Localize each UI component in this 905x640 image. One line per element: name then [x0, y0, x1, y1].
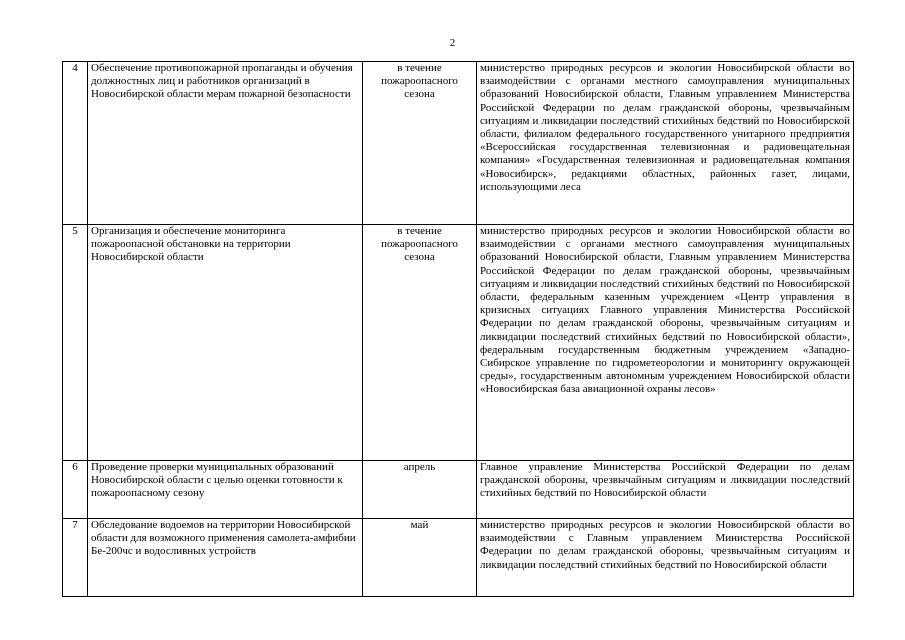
measure-term: апрель	[363, 461, 477, 519]
measure-name: Организация и обеспечение мониторинга пожароопасной обстановки на территории Новосибирской области	[88, 225, 363, 461]
row-number: 4	[63, 62, 88, 225]
measure-executors: министерство природных ресурсов и экологии Новосибирской области во взаимодействии с Главным управлением Министерства Российской Федерации по делам гражданской обороны, чрезвычайным ситуациям и ликвидации последствий стихийных бедствий по Новосибирской области	[477, 519, 854, 597]
measure-executors: Главное управление Министерства Российской Федерации по делам гражданской обороны, чрезвычайным ситуациям и ликвидации последствий стихийных бедствий по Новосибирской области	[477, 461, 854, 519]
page-number: 2	[449, 37, 456, 49]
measure-term: в течение пожароопасного сезона	[363, 225, 477, 461]
measure-executors: министерство природных ресурсов и экологии Новосибирской области во взаимодействии с органами местного самоуправления муниципальных образований Новосибирской области, Главным управлением Министерства Российской Федерации по делам гражданской обороны, чрезвычайным ситуациям и ликвидации последствий стихийных бедствий по Новосибирской области, федеральным казенным учреждением «Центр управления в кризисных ситуациях Главного управления Министерства Российской Федерации по делам гражданской обороны, чрезвычайным ситуациям и ликвидации последствий стихийных бедствий по Новосибирской области», федеральным государственным бюджетным учреждением «Западно-Сибирское управление по гидрометеорологии и мониторингу окружающей среды», государственным автономным учреждением Новосибирской области «Новосибирская база авиационной охраны лесов»	[477, 225, 854, 461]
table-row	[63, 519, 854, 597]
measure-executors: министерство природных ресурсов и экологии Новосибирской области во взаимодействии с органами местного самоуправления муниципальных образований Новосибирской области, Главным управлением Министерства Российской Федерации по делам гражданской обороны, чрезвычайным ситуациям и ликвидации последствий стихийных бедствий по Новосибирской области, филиалом федерального государственного унитарного предприятия «Всероссийская государственная телевизионная и радиовещательная компания» «Государственная телевизионная и радиовещательная компания «Новосибирск», редакциями областных, районных газет, лицами, использующими леса	[477, 62, 854, 225]
table-row	[63, 461, 854, 519]
measure-name: Обеспечение противопожарной пропаганды и обучения должностных лиц и работников организаций в Новосибирской области мерам пожарной безопасности	[88, 62, 363, 225]
row-number: 7	[63, 519, 88, 597]
measures-table	[62, 61, 854, 597]
row-number: 6	[63, 461, 88, 519]
measure-term: май	[363, 519, 477, 597]
measure-name: Проведение проверки муниципальных образований Новосибирской области с целью оценки готовности к пожароопасному сезону	[88, 461, 363, 519]
row-number: 5	[63, 225, 88, 461]
measure-term: в течение пожароопасного сезона	[363, 62, 477, 225]
table-row	[63, 225, 854, 461]
table-row	[63, 62, 854, 225]
measure-name: Обследование водоемов на территории Новосибирской области для возможного применения самолета-амфибии Бе-200чс и водосливных устройств	[88, 519, 363, 597]
